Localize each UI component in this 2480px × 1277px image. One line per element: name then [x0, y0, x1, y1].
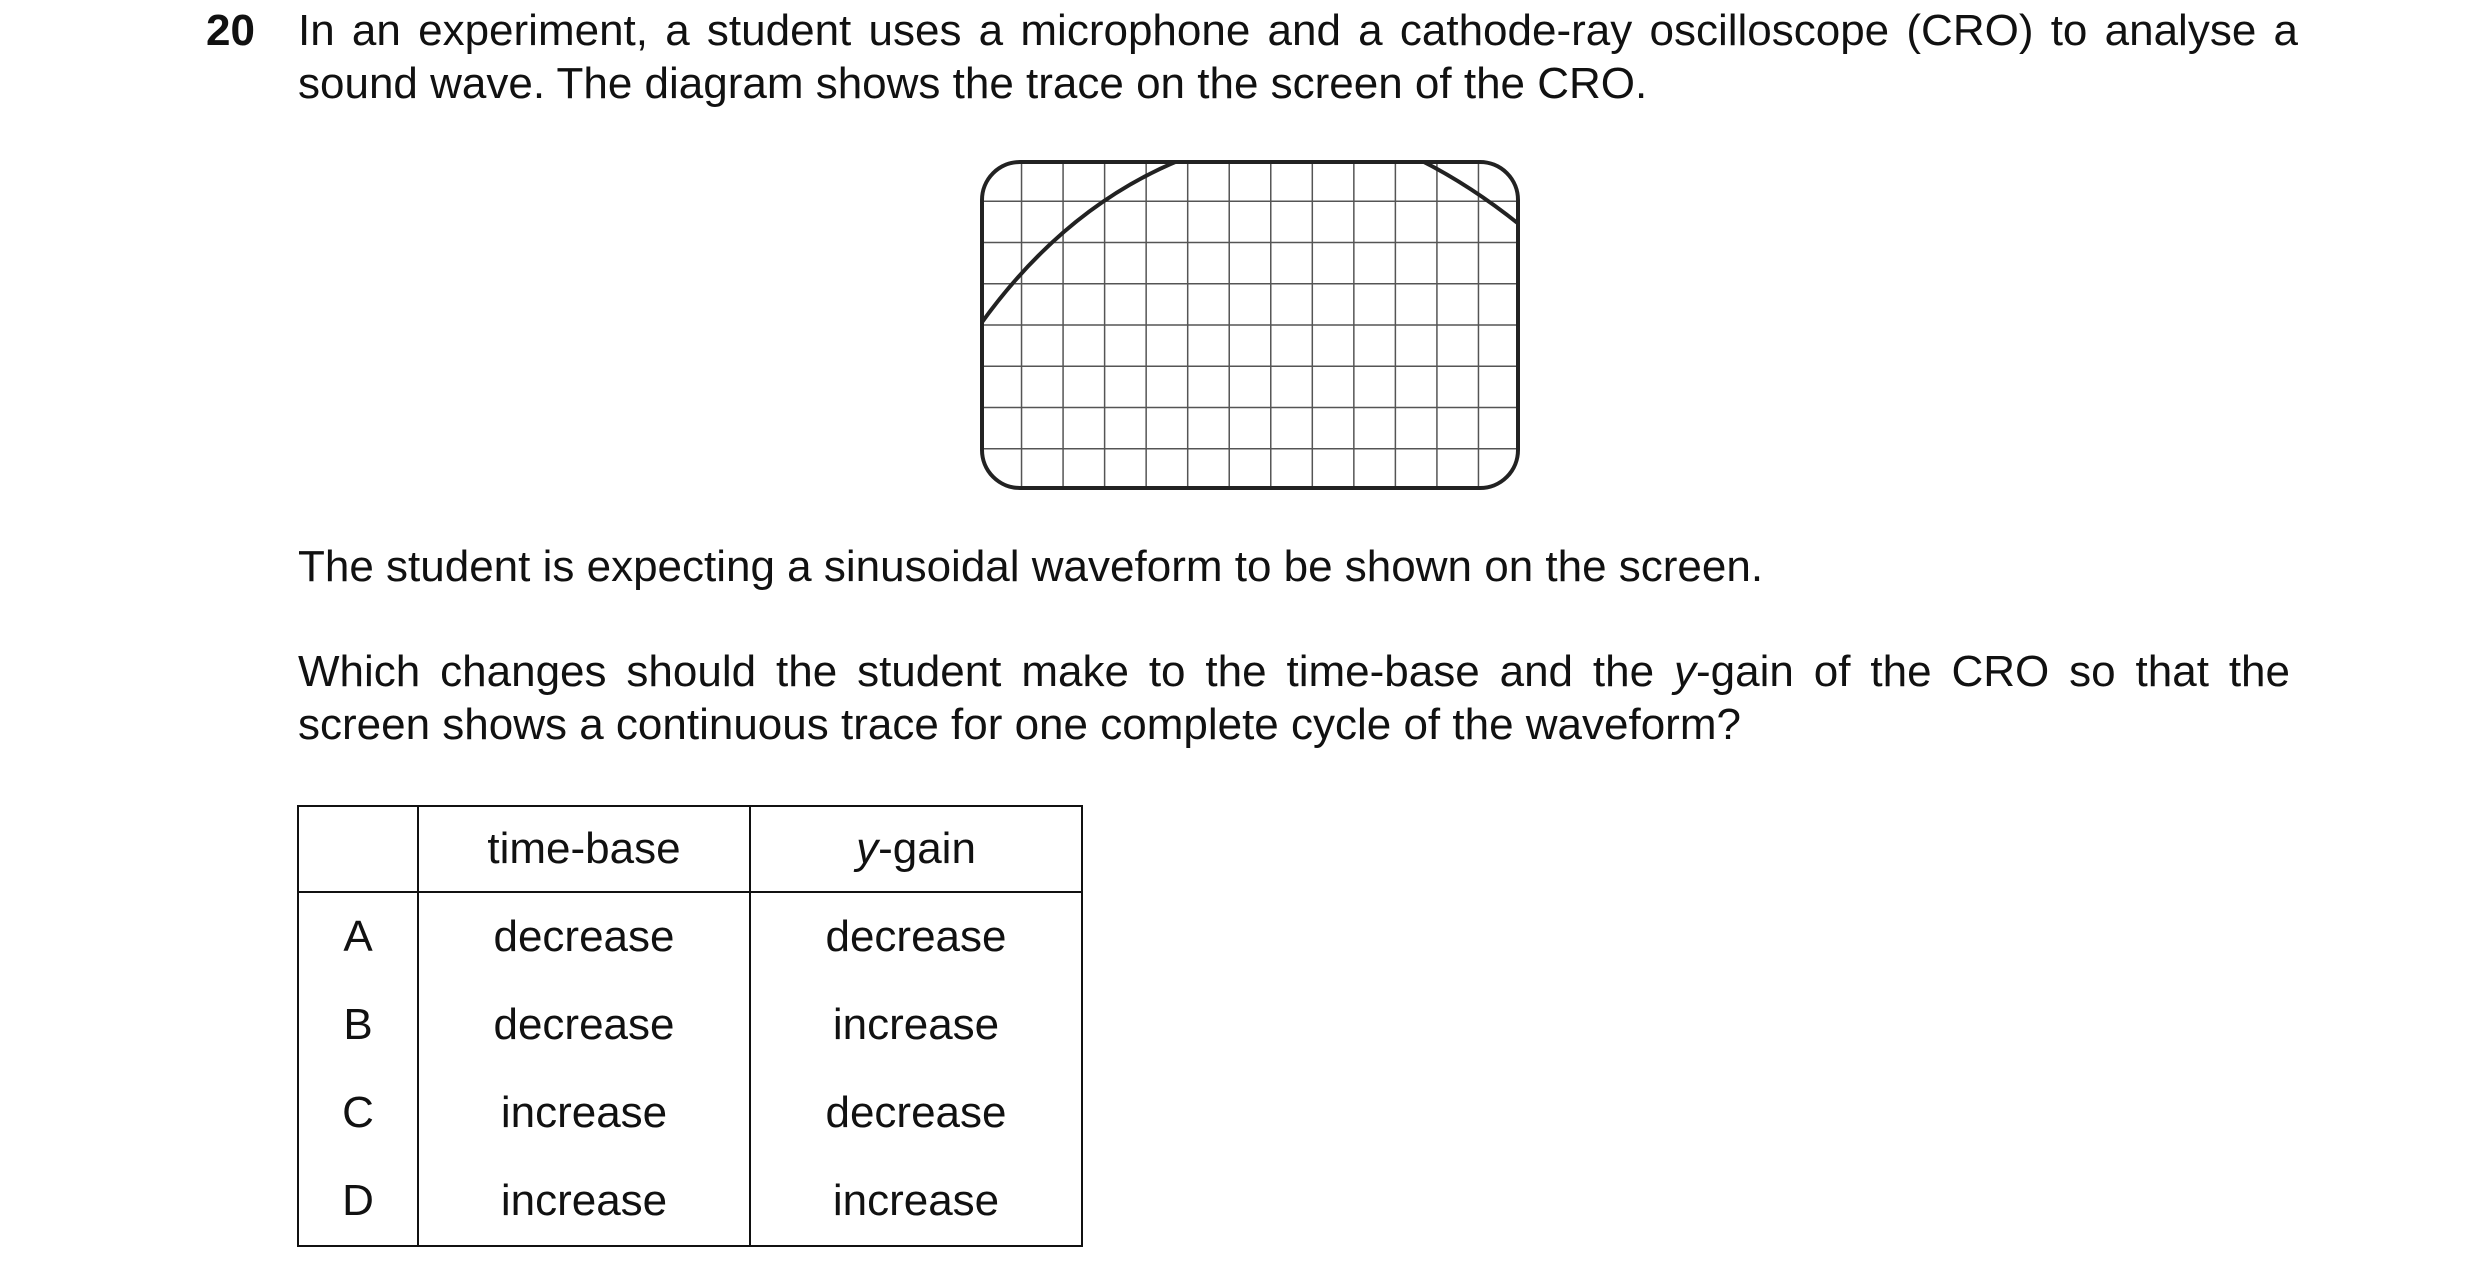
- option-time-base: decrease: [418, 981, 750, 1069]
- question-intro: In an experiment, a student uses a microphone and a cathode-ray oscilloscope (CRO) to analyse a sound wave. The diagram shows the trace on the screen of the CRO.: [298, 6, 2298, 108]
- option-time-base: decrease: [418, 892, 750, 981]
- question-prompt: [298, 645, 2290, 751]
- table-row[interactable]: [298, 1157, 1082, 1246]
- header-y-italic: y: [856, 824, 879, 873]
- option-y-gain: increase: [750, 1157, 1082, 1246]
- table-header-row: [298, 806, 1082, 892]
- option-letter: C: [298, 1069, 418, 1157]
- prompt-part-2: -gain of the CRO so that the screen shows a continuous trace for one complete cycle of the waveform?: [298, 647, 2290, 749]
- option-y-gain: increase: [750, 981, 1082, 1069]
- option-letter: A: [298, 892, 418, 981]
- answer-options-table: [297, 805, 1083, 1247]
- option-time-base: increase: [418, 1069, 750, 1157]
- expectation-text: The student is expecting a sinusoidal waveform to be shown on the screen.: [298, 542, 1764, 591]
- table-row[interactable]: [298, 892, 1082, 981]
- option-y-gain: decrease: [750, 1069, 1082, 1157]
- cro-screen-diagram: [980, 160, 1520, 490]
- header-gain-text: -gain: [878, 824, 976, 873]
- header-y-gain: [750, 806, 1082, 892]
- option-time-base: increase: [418, 1157, 750, 1246]
- table-row[interactable]: [298, 981, 1082, 1069]
- header-time-base: time-base: [418, 806, 750, 892]
- option-letter: B: [298, 981, 418, 1069]
- question-number: 20: [206, 6, 255, 55]
- option-letter: D: [298, 1157, 418, 1246]
- option-y-gain: decrease: [750, 892, 1082, 981]
- prompt-part-1: Which changes should the student make to the time-base and the: [298, 647, 1675, 696]
- prompt-y-italic: y: [1674, 647, 1697, 696]
- header-blank-cell: [298, 806, 418, 892]
- table-row[interactable]: [298, 1069, 1082, 1157]
